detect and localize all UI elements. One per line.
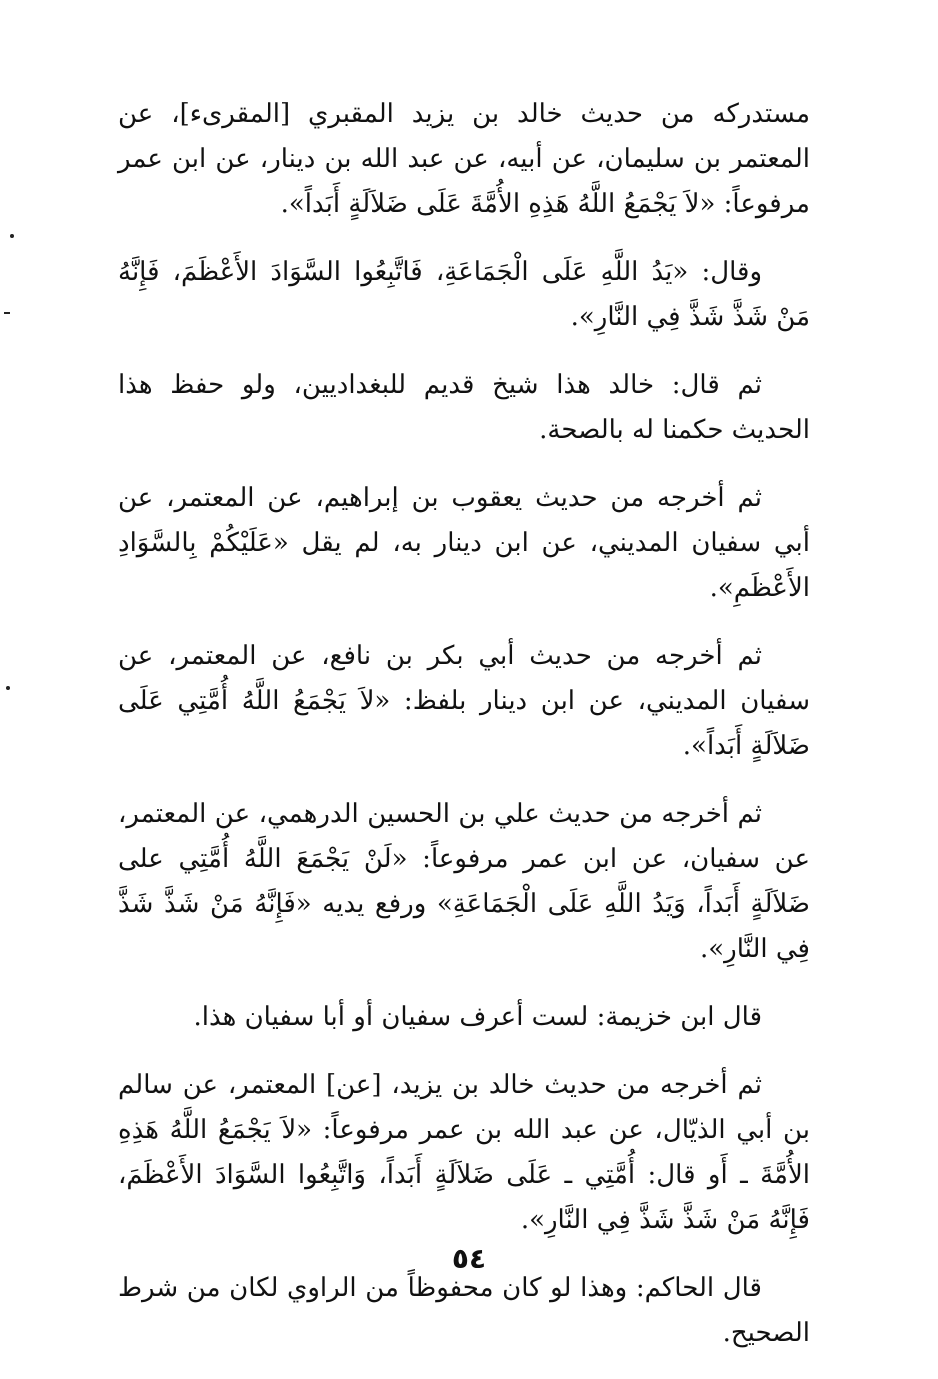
paragraph-4: ثم أخرجه من حديث يعقوب بن إبراهيم، عن المعتمر، عن أبي سفيان المديني، عن ابن دينار به، لم يقل «عَلَيْكُمْ بِالسَّوَادِ الأَعْظَمِ».: [118, 483, 810, 603]
paragraph-7: قال ابن خزيمة: لست أعرف سفيان أو أبا سفيان هذا.: [193, 1002, 762, 1032]
paragraph-1: مستدركه من حديث خالد بن يزيد المقبري [المقرىء]، عن المعتمر بن سليمان، عن أبيه، عن عبد الله بن دينار، عن ابن عمر مرفوعاً: «لاَ يَجْمَعُ اللَّهُ هَذِهِ الأُمَّةَ عَلَى ضَلاَلَةٍ أَبَداً».: [118, 99, 810, 219]
paragraph-3: ثم قال: خالد هذا شيخ قديم للبغداديين، ولو حفظ هذا الحديث حكمنا له بالصحة.: [118, 370, 810, 445]
margin-dot: [6, 686, 10, 690]
paragraph-2: وقال: «يَدُ اللَّهِ عَلَى الْجَمَاعَةِ، فَاتَّبِعُوا السَّوَادَ الأَعْظَمَ، فَإِنَّهُ مَنْ شَذَّ شَذَّ فِي النَّارِ».: [118, 257, 810, 332]
page-number: ٥٤: [451, 1242, 487, 1275]
page-body: [118, 92, 810, 1379]
paragraph-5: ثم أخرجه من حديث أبي بكر بن نافع، عن المعتمر، عن سفيان المديني، عن ابن دينار بلفظ: «لاَ يَجْمَعُ اللَّهُ أُمَّتِي عَلَى ضَلاَلَةٍ أَبَداً».: [118, 641, 810, 761]
paragraph-8: ثم أخرجه من حديث خالد بن يزيد، [عن] المعتمر، عن سالم بن أبي الذيّال، عن عبد الله بن عمر مرفوعاً: «لاَ يَجْمَعُ اللَّهُ هَذِهِ الأُمَّةَ ـ أَو قال: أُمَّتِي ـ عَلَى ضَلاَلَةٍ أَبَداً، وَاتَّبِعُوا السَّوَادَ الأَعْظَمَ، فَإِنَّهُ مَنْ شَذَّ شَذَّ فِي النَّارِ».: [118, 1070, 810, 1235]
paragraph-9: قال الحاكم: وهذا لو كان محفوظاً من الراوي لكان من شرط الصحيح.: [118, 1273, 810, 1348]
margin-tick: [4, 312, 10, 314]
margin-dot: [10, 234, 14, 238]
paragraph-6: ثم أخرجه من حديث علي بن الحسين الدرهمي، عن المعتمر، عن سفيان، عن ابن عمر مرفوعاً: «لَنْ يَجْمَعَ اللَّهُ أُمَّتِي على ضَلاَلَةٍ أَبَداً، وَيَدُ اللَّهِ عَلَى الْجَمَاعَةِ» ورفع يديه «فَإِنَّهُ مَنْ شَذَّ شَذَّ فِي النَّارِ».: [118, 799, 810, 964]
